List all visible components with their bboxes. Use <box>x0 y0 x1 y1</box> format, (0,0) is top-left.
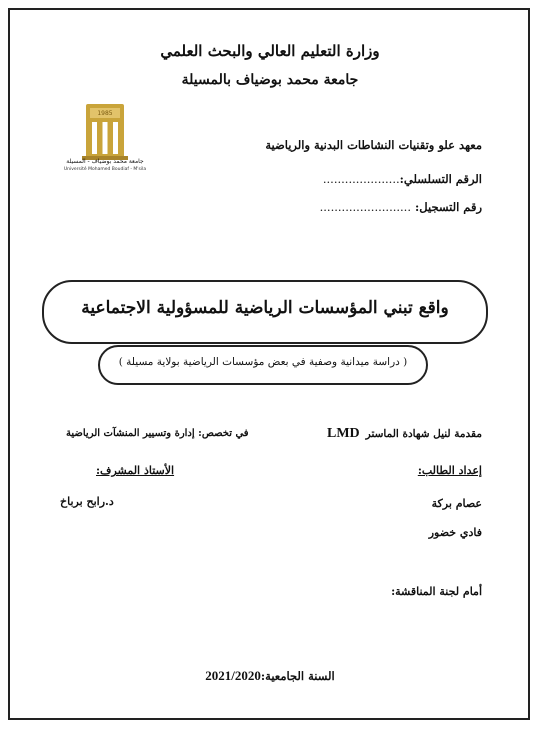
committee-label: أمام لجنة المناقشة: <box>391 585 482 598</box>
logo-year: 1985 <box>97 110 113 117</box>
supervisor-name: د.رابح برباخ <box>60 495 114 508</box>
thesis-subtitle: ( دراسة ميدانية وصفية في بعض مؤسسات الرياضية بولاية مسيلة ) <box>118 356 408 368</box>
academic-year-label: السنة الجامعية: <box>260 669 335 683</box>
degree-text: مقدمة لنيل شهادة الماستر <box>365 428 482 440</box>
student-name-1: عصام بركة <box>431 497 482 510</box>
institute-name: معهد علو وتقنيات النشاطات البدنية والرياضية <box>265 138 482 152</box>
specialty: في تخصص: إدارة وتسيير المنشآت الرياضية <box>66 428 249 439</box>
university-logo-icon <box>74 96 136 186</box>
student-name-2: فادي خضور <box>428 526 482 539</box>
academic-year-value: 2021/2020 <box>205 668 261 683</box>
registration-number-label: رقم التسجيل: <box>415 200 482 214</box>
ministry-heading: وزارة التعليم العالي والبحث العلمي <box>160 42 380 60</box>
logo-caption-arabic: جامعة محمد بوضياف - المسيلة <box>66 158 144 165</box>
serial-number-dots: ..................... <box>322 172 400 186</box>
degree-lmd: LMD <box>327 426 360 441</box>
thesis-title: واقع تبني المؤسسات الرياضية للمسؤولية الاجتماعية <box>81 298 449 318</box>
serial-number-label: الرقم التسلسلي: <box>399 172 482 186</box>
logo-caption-french: Université Mohamed Boudiaf - M'sila <box>63 167 147 172</box>
academic-year <box>0 668 540 684</box>
serial-number <box>323 172 482 186</box>
prepared-by-label: إعداد الطالب: <box>417 464 482 477</box>
registration-number-dots: ......................... <box>319 200 411 214</box>
degree-line <box>327 426 482 442</box>
registration-number <box>320 200 482 214</box>
supervisor-label: الأستاذ المشرف: <box>96 464 175 477</box>
university-heading: جامعة محمد بوضياف بالمسيلة <box>181 72 359 88</box>
